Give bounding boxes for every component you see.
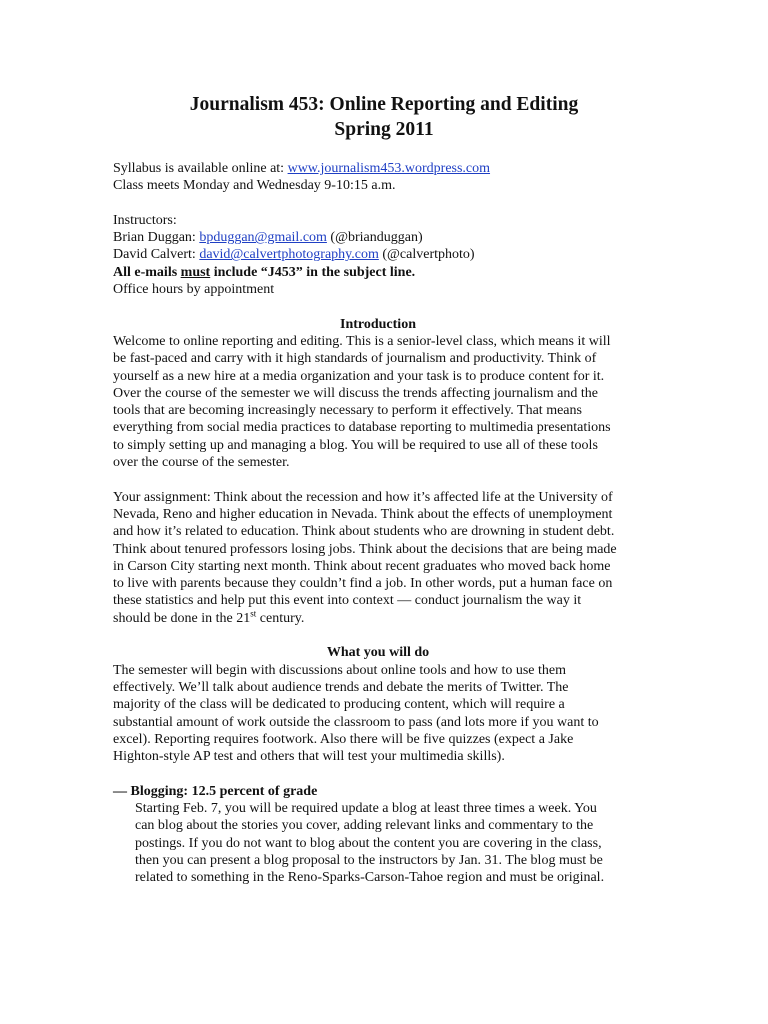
instructor-2-name: David Calvert: — [113, 247, 200, 263]
paragraph-line: Starting Feb. 7, you will be required update a blog at least three times a week. You — [135, 800, 597, 816]
instructors-label: Instructors: — [113, 212, 177, 228]
paragraph-line: substantial amount of work outside the classroom to pass (and lots more if you want to — [113, 714, 599, 730]
office-hours-line: Office hours by appointment — [113, 282, 275, 298]
paragraph-line: Over the course of the semester we will discuss the trends affecting journalism and the — [113, 385, 598, 401]
syllabus-link[interactable]: www.journalism453.wordpress.com — [287, 161, 491, 176]
introduction-heading: Introduction — [340, 316, 416, 332]
paragraph-line: Think about tenured professors losing jobs. Think about the decisions that are being made — [113, 541, 617, 557]
paragraph-line: effectively. We’ll talk about audience trends and debate the merits of Twitter. The — [113, 679, 569, 695]
spacer — [113, 471, 643, 488]
paragraph-line: excel). Reporting requires footwork. Also there will be five quizzes (expect a Jake — [113, 731, 574, 747]
paragraph-line: everything from social media practices to database reporting to multimedia presentations — [113, 420, 611, 436]
instructor-2-handle: (@calvertphoto) — [378, 247, 475, 263]
instructor-2-email-link[interactable]: david@calvertphotography.com — [199, 247, 379, 263]
paragraph-line: and how it’s related to education. Think about students who are drowning in student debt. — [113, 524, 615, 540]
paragraph-line: then you can present a blog proposal to the instructors by Jan. 31. The blog must be — [135, 852, 603, 868]
paragraph-line: postings. If you do not want to blog about the content you are covering in the class, — [135, 835, 602, 851]
spacer — [113, 298, 643, 315]
paragraph-line: Highton-style AP test and others that will test your multimedia skills). — [113, 749, 505, 765]
paragraph-line: Your assignment: Think about the recession and how it’s affected life at the University of — [113, 489, 613, 505]
paragraph-line: Nevada, Reno and higher education in Nevada. Think about the effects of unemployment — [113, 506, 613, 522]
paragraph-line: these statistics and help put this event into context — conduct journalism the way it — [113, 593, 582, 609]
class-meets-line: Class meets Monday and Wednesday 9-10:15 a.m. — [113, 178, 396, 194]
instructor-1-email-link[interactable]: bpduggan@gmail.com — [199, 230, 327, 246]
instructor-2-line — [113, 246, 643, 263]
email-rule-part: All e-mails — [113, 264, 181, 280]
spacer — [113, 765, 643, 782]
paragraph-line: tools that are becoming increasingly necessary to perform it effectively. That means — [113, 403, 582, 419]
blogging-paragraph — [113, 800, 643, 886]
what-you-will-do-paragraph — [113, 662, 643, 766]
email-rule-line — [113, 264, 643, 281]
paragraph-line: can blog about the stories you cover, adding relevant links and commentary to the — [135, 818, 594, 834]
paragraph-line: be fast-paced and carry with it high standards of journalism and productivity. Think of — [113, 351, 597, 367]
paragraph-line: in Carson City starting next month. Think about recent graduates who moved back home — [113, 558, 611, 574]
title-line-2: Spring 2011 — [334, 119, 434, 140]
spacer — [113, 195, 643, 212]
paragraph-line: yourself as a new hire at a media organization and your task is to produce content for it. — [113, 368, 605, 384]
introduction-paragraph-1 — [113, 333, 643, 471]
blogging-heading: — Blogging: 12.5 percent of grade — [113, 783, 318, 799]
paragraph-text: should be done in the 21 — [113, 610, 251, 626]
paragraph-line: to simply setting up and managing a blog. You will be required to use all of these tools — [113, 437, 598, 453]
instructor-1-name: Brian Duggan: — [113, 230, 200, 246]
paragraph-line: related to something in the Reno-Sparks-Carson-Tahoe region and must be original. — [135, 870, 605, 886]
paragraph-line: The semester will begin with discussions about online tools and how to use them — [113, 662, 566, 678]
email-rule-part: include “J453” in the subject line. — [210, 264, 416, 280]
email-rule-emphasis: must — [180, 264, 211, 280]
paragraph-line: majority of the class will be dedicated to producing content, which will require a — [113, 697, 565, 713]
paragraph-line: over the course of the semester. — [113, 455, 290, 471]
syllabus-label: Syllabus is available online at: — [113, 161, 288, 176]
instructor-1-handle: (@brianduggan) — [326, 230, 423, 246]
document-body — [113, 160, 643, 886]
what-you-will-do-heading: What you will do — [326, 645, 430, 661]
instructor-1-line — [113, 229, 643, 246]
paragraph-line: to live with parents because they couldn’t find a job. In other words, put a human face on — [113, 576, 613, 592]
syllabus-line — [113, 160, 643, 177]
paragraph-text: century. — [256, 610, 305, 626]
title-line-1: Journalism 453: Online Reporting and Editing — [189, 94, 579, 115]
introduction-paragraph-2 — [113, 489, 643, 627]
superscript: st — [250, 608, 257, 619]
paragraph-line: Welcome to online reporting and editing. This is a senior-level class, which means it will — [113, 333, 611, 349]
document-title — [0, 92, 768, 142]
paragraph-line — [113, 610, 643, 627]
spacer — [113, 627, 643, 644]
